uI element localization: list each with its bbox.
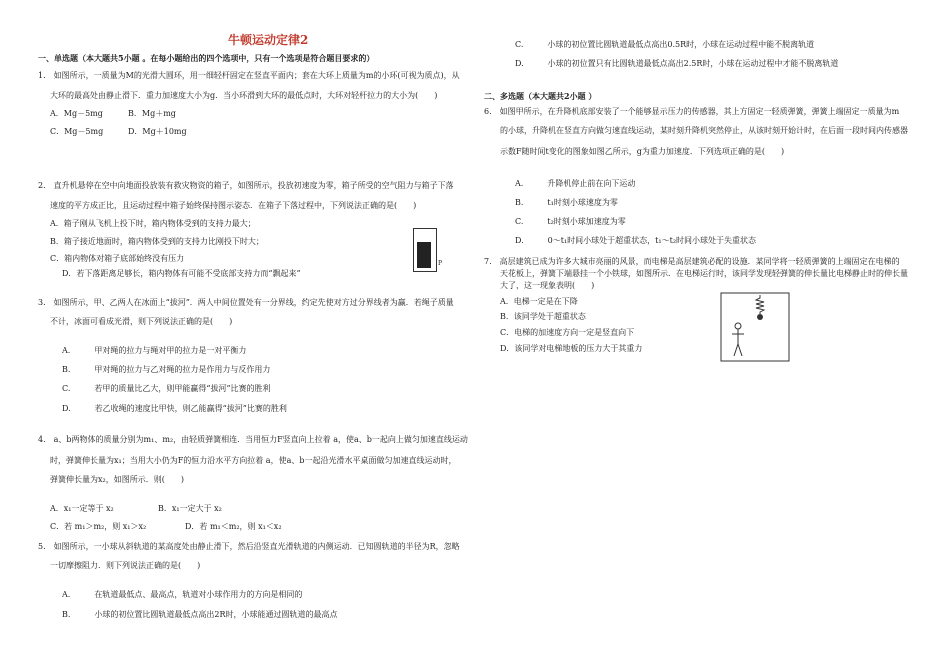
q7-option-d: D．该同学对电梯地板的压力大于其重力: [500, 344, 643, 353]
box-figure: [413, 228, 437, 272]
q4-option-d: D．若 m₁＜m₂，则 x₁＜x₂: [185, 522, 282, 531]
q3-option-a: A. 甲对绳的拉力与绳对甲的拉力是一对平衡力: [62, 346, 247, 355]
q4-line3: 弹簧伸长量为x₂，如图所示．则( ): [50, 475, 184, 484]
box-contents: [417, 242, 431, 268]
q2-option-a: A．箱子刚从飞机上投下时，箱内物体受到的支持力最大；: [50, 219, 256, 228]
section-number: 二: [484, 91, 492, 101]
q6-line3: 示数F随时间t变化的图象如图乙所示，g为重力加速度．下列选项正确的是( ): [500, 147, 785, 156]
q3-option-d: D. 若乙收绳的速度比甲快，则乙能赢得“拔河”比赛的胜利: [62, 404, 287, 413]
q5-line1: 5. 如图所示，一小球从斜轨道的某高度处由静止滑下，然后沿竖直光滑轨道的内侧运动．已知圆轨道的半径为R，忽略: [38, 542, 460, 551]
q2-line1: 2. 直升机悬停在空中向地面投放装有救灾物资的箱子，如图所示，投放初速度为零，箱子所受的空气阻力与箱子下落: [38, 181, 454, 190]
page-title: 牛顿运动定律2: [228, 33, 309, 47]
section-text: 、单选题（本大题共5小题 。在每小题给出的四个选项中，只有一个选项是符合题目要求的）: [46, 53, 375, 63]
q7-option-a: A．电梯一定是在下降: [500, 297, 578, 306]
q5-option-d: D. 小球的初位置只有比圆轨道最低点高出2.5R时，小球在运动过程中才能不脱离轨道: [515, 59, 839, 68]
q2-option-b: B．箱子接近地面时，箱内物体受到的支持力比刚投下时大；: [50, 237, 264, 246]
q6-option-d: D. 0～t₁时间小球处于超重状态，t₁～t₂时间小球处于失重状态: [515, 236, 757, 245]
q4-line2: 时，弹簧伸长量为x₁；当用大小仍为F的恒力沿水平方向拉着 a，使a、b一起沿光滑水平桌面做匀加速直线运动时，: [50, 456, 457, 465]
section-header-single: [38, 52, 374, 64]
q2-line2: 速度的平方成正比，且运动过程中箱子始终保持图示姿态．在箱子下落过程中，下列说法正确的是( ): [50, 201, 417, 210]
q4-line1: 4. a、b两物体的质量分别为m₁、m₂，由轻质弹簧相连．当用恒力F竖直向上拉着 a，使a、b一起向上做匀加速直线运动: [38, 435, 468, 444]
q5-option-b: B. 小球的初位置比圆轨道最低点高出2R时，小球能通过圆轨道的最高点: [62, 610, 338, 619]
q1-option-d: D．Mg＋10mg: [128, 127, 187, 136]
q3-line2: 不计，冰面可看成光滑，则下列说法正确的是( ): [50, 317, 233, 326]
q6-line1: 6. 如图甲所示，在升降机底部安装了一个能够显示压力的传感器，其上方固定一轻质弹簧，弹簧上端固定一质量为m: [484, 107, 900, 116]
q6-option-a: A. 升降机停止前在向下运动: [515, 179, 636, 188]
q1-option-b: B．Mg＋mg: [128, 109, 176, 118]
q1-line1: 1. 如图所示，一质量为M的光滑大圆环，用一细轻杆固定在竖直平面内；套在大环上质量为m的小环(可视为质点)，从: [38, 71, 460, 80]
q3-option-c: C. 若甲的质量比乙大，则甲能赢得“拔河”比赛的胜利: [62, 384, 271, 393]
q7-line1: 7. 高层建筑已成为许多大城市亮丽的风景，而电梯是高层建筑必配的设施．某同学将一轻质弹簧的上端固定在电梯的: [484, 257, 900, 266]
q7-line3: 大了，这一现象表明( ): [500, 281, 595, 290]
q3-line1: 3. 如图所示，甲、乙两人在冰面上“拔河”．两人中间位置处有一分界线，约定先使对方过分界线者为赢．若绳子质量: [38, 298, 454, 307]
q5-option-a: A. 在轨道最低点、最高点，轨道对小球作用力的方向是相同的: [62, 590, 303, 599]
q1-option-a: A．Mg－5mg: [50, 109, 103, 118]
q4-option-c: C．若 m₁＞m₂，则 x₁＞x₂: [50, 522, 147, 531]
q4-option-a: A．x₁一定等于 x₂: [50, 504, 114, 513]
elevator-figure: [720, 292, 790, 362]
section-header-multi: [484, 90, 596, 102]
q5-option-c: C. 小球的初位置比圆轨道最低点高出0.5R时，小球在运动过程中能不脱离轨道: [515, 40, 815, 49]
iron-ball-icon: [757, 314, 763, 320]
q6-line2: 的小球，升降机在竖直方向做匀速直线运动，某时刻升降机突然停止，从该时刻开始计时，在后面一段时间内传感器: [500, 126, 908, 135]
q6-option-b: B. t₁时刻小球速度为零: [515, 198, 618, 207]
q2-option-c: C．箱内物体对箱子底部始终没有压力: [50, 254, 185, 263]
q5-line2: 一切摩擦阻力．则下列说法正确的是( ): [50, 561, 201, 570]
q4-option-b: B．x₁一定大于 x₂: [158, 504, 222, 513]
elevator-frame: [721, 293, 789, 361]
q1-line2: 大环的最高处由静止滑下．重力加速度大小为g．当小环滑到大环的最低点时，大环对轻杆拉力的大小为( ): [50, 91, 438, 100]
q7-option-c: C．电梯的加速度方向一定是竖直向下: [500, 328, 635, 337]
q7-line2: 天花板上，弹簧下端悬挂一个小铁球，如图所示．在电梯运行时，该同学发现轻弹簧的伸长量比电梯静止时的伸长量: [500, 269, 908, 278]
q6-option-c: C. t₂时刻小球加速度为零: [515, 217, 626, 226]
section-text: 、多选题（本大题共2小题 ）: [492, 91, 597, 101]
section-number: 一: [38, 53, 46, 63]
q2-option-d: D．若下落距离足够长，箱内物体有可能不受底部支持力而“飘起来”: [62, 269, 301, 278]
q7-option-b: B．该同学处于超重状态: [500, 312, 586, 321]
box-figure-label: P: [438, 260, 443, 267]
q3-option-b: B. 甲对绳的拉力与乙对绳的拉力是作用力与反作用力: [62, 365, 271, 374]
q1-option-c: C．Mg－5mg: [50, 127, 104, 136]
